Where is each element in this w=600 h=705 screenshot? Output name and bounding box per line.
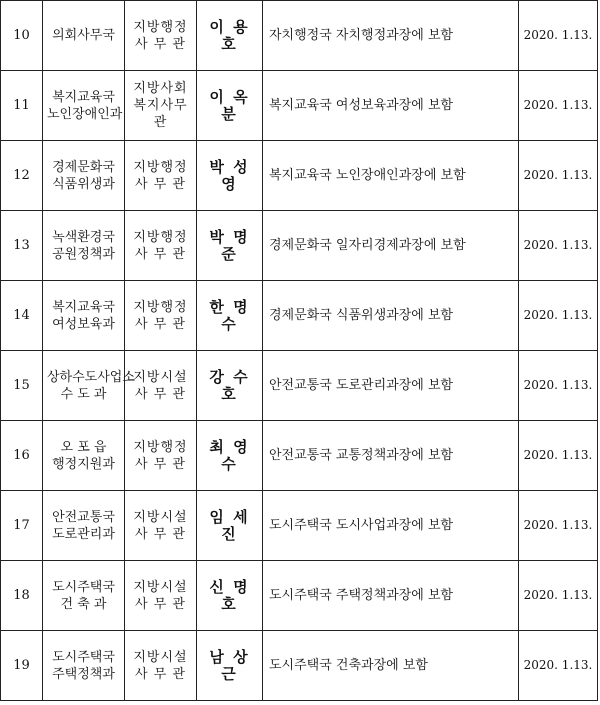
- row-number: 17: [1, 491, 43, 561]
- position-grade-line: 지방행정: [133, 159, 188, 175]
- former-department-line: 안전교통국: [52, 509, 115, 525]
- former-department-line: 주택정책과: [52, 666, 115, 682]
- position-grade: [125, 211, 197, 281]
- table-row: [1, 211, 598, 281]
- former-department-line: 도시주택국: [52, 579, 115, 595]
- effective-date: 2020. 1.13.: [519, 631, 598, 701]
- former-department-line: 공원정책과: [52, 246, 115, 262]
- table-row: [1, 281, 598, 351]
- former-department-line: 건 축 과: [60, 596, 107, 612]
- person-name: 최 영 수: [197, 421, 263, 491]
- former-department-line: 의회사무국: [52, 28, 115, 43]
- former-department-line: 녹색환경국: [52, 229, 115, 245]
- former-department: [43, 281, 125, 351]
- row-number: 10: [1, 1, 43, 71]
- position-grade-line: 지방시설: [133, 509, 188, 525]
- position-grade-line: 사 무 관: [135, 246, 186, 262]
- person-name: 강 수 호: [197, 351, 263, 421]
- row-number: 13: [1, 211, 43, 281]
- position-grade-line: 사 무 관: [135, 456, 186, 472]
- former-department: [43, 351, 135, 421]
- new-assignment: 도시주택국 도시사업과장에 보함: [263, 491, 519, 561]
- new-assignment: 도시주택국 건축과장에 보함: [263, 631, 519, 701]
- table-row: [1, 561, 598, 631]
- position-grade: [125, 631, 197, 701]
- person-name: 이 용 호: [197, 1, 263, 71]
- position-grade-line: 사 무 관: [135, 386, 186, 402]
- effective-date: 2020. 1.13.: [519, 491, 598, 561]
- position-grade-line: 사 무 관: [135, 526, 186, 542]
- person-name: 임 세 진: [197, 491, 263, 561]
- position-grade-line: 복지사무: [133, 98, 188, 113]
- position-grade: [125, 561, 197, 631]
- new-assignment: 복지교육국 여성보육과장에 보함: [263, 71, 519, 141]
- position-grade-line: 지방행정: [133, 299, 188, 315]
- former-department-line: 경제문화국: [52, 159, 115, 175]
- position-grade: [125, 281, 197, 351]
- effective-date: 2020. 1.13.: [519, 71, 598, 141]
- position-grade: [125, 351, 197, 421]
- table-row: [1, 351, 598, 421]
- former-department: [43, 211, 125, 281]
- effective-date: 2020. 1.13.: [519, 421, 598, 491]
- person-name: 한 명 수: [197, 281, 263, 351]
- former-department: [43, 141, 125, 211]
- effective-date: 2020. 1.13.: [519, 351, 598, 421]
- former-department-line: 여성보육과: [52, 316, 115, 332]
- row-number: 16: [1, 421, 43, 491]
- personnel-table-body: [1, 1, 598, 701]
- former-department: [43, 631, 125, 701]
- new-assignment: 경제문화국 일자리경제과장에 보함: [263, 211, 519, 281]
- former-department-line: 노인장애인과: [47, 106, 123, 122]
- position-grade: [125, 421, 197, 491]
- former-department-line: 수 도 과: [60, 386, 107, 402]
- position-grade-line: 사 무 관: [135, 36, 186, 52]
- position-grade-line: 지방행정: [133, 229, 188, 245]
- new-assignment: 안전교통국 도로관리과장에 보함: [263, 351, 519, 421]
- position-grade: [125, 1, 197, 71]
- row-number: 14: [1, 281, 43, 351]
- table-row: [1, 631, 598, 701]
- position-grade-line: 지방시설: [133, 369, 188, 385]
- table-row: [1, 1, 598, 71]
- new-assignment: 경제문화국 식품위생과장에 보함: [263, 281, 519, 351]
- table-row: [1, 491, 598, 561]
- position-grade-line: 지방시설: [133, 649, 188, 665]
- former-department-line: 도로관리과: [52, 526, 115, 542]
- position-grade: [125, 141, 197, 211]
- person-name: 이 옥 분: [197, 71, 263, 141]
- position-grade-line: 사 무 관: [135, 666, 186, 682]
- former-department: [43, 421, 125, 491]
- row-number: 12: [1, 141, 43, 211]
- position-grade-line: 지방행정: [133, 439, 188, 455]
- new-assignment: 안전교통국 교통정책과장에 보함: [263, 421, 519, 491]
- effective-date: 2020. 1.13.: [519, 281, 598, 351]
- former-department: [43, 561, 125, 631]
- person-name: 남 상 근: [197, 631, 263, 701]
- person-name: 박 명 준: [197, 211, 263, 281]
- row-number: 11: [1, 71, 43, 141]
- former-department-line: 복지교육국: [52, 299, 115, 315]
- former-department-line: 복지교육국: [52, 89, 115, 105]
- table-row: [1, 141, 598, 211]
- former-department-line: 도시주택국: [52, 649, 115, 665]
- table-row: [1, 71, 598, 141]
- position-grade-line: 지방행정: [133, 19, 188, 35]
- former-department: [43, 71, 125, 141]
- former-department-line: 행정지원과: [52, 456, 115, 472]
- former-department-line: 오 포 읍: [60, 439, 107, 455]
- former-department: [43, 1, 125, 71]
- position-grade-line: 관: [153, 115, 168, 130]
- position-grade-line: 사 무 관: [135, 316, 186, 332]
- effective-date: 2020. 1.13.: [519, 561, 598, 631]
- person-name: 신 명 호: [197, 561, 263, 631]
- effective-date: 2020. 1.13.: [519, 211, 598, 281]
- table-row: [1, 421, 598, 491]
- position-grade-line: 지방사회: [133, 81, 188, 96]
- row-number: 19: [1, 631, 43, 701]
- former-department: [43, 491, 125, 561]
- row-number: 15: [1, 351, 43, 421]
- position-grade-line: 사 무 관: [135, 176, 186, 192]
- position-grade: [125, 491, 197, 561]
- new-assignment: 자치행정국 자치행정과장에 보함: [263, 1, 519, 71]
- former-department-line: 식품위생과: [52, 176, 115, 192]
- new-assignment: 복지교육국 노인장애인과장에 보함: [263, 141, 519, 211]
- person-name: 박 성 영: [197, 141, 263, 211]
- new-assignment: 도시주택국 주택정책과장에 보함: [263, 561, 519, 631]
- effective-date: 2020. 1.13.: [519, 141, 598, 211]
- row-number: 18: [1, 561, 43, 631]
- position-grade-line: 사 무 관: [135, 596, 186, 612]
- position-grade: [125, 71, 197, 141]
- effective-date: 2020. 1.13.: [519, 1, 598, 71]
- position-grade-line: 지방시설: [133, 579, 188, 595]
- former-department-line: 상하수도사업소: [47, 369, 135, 385]
